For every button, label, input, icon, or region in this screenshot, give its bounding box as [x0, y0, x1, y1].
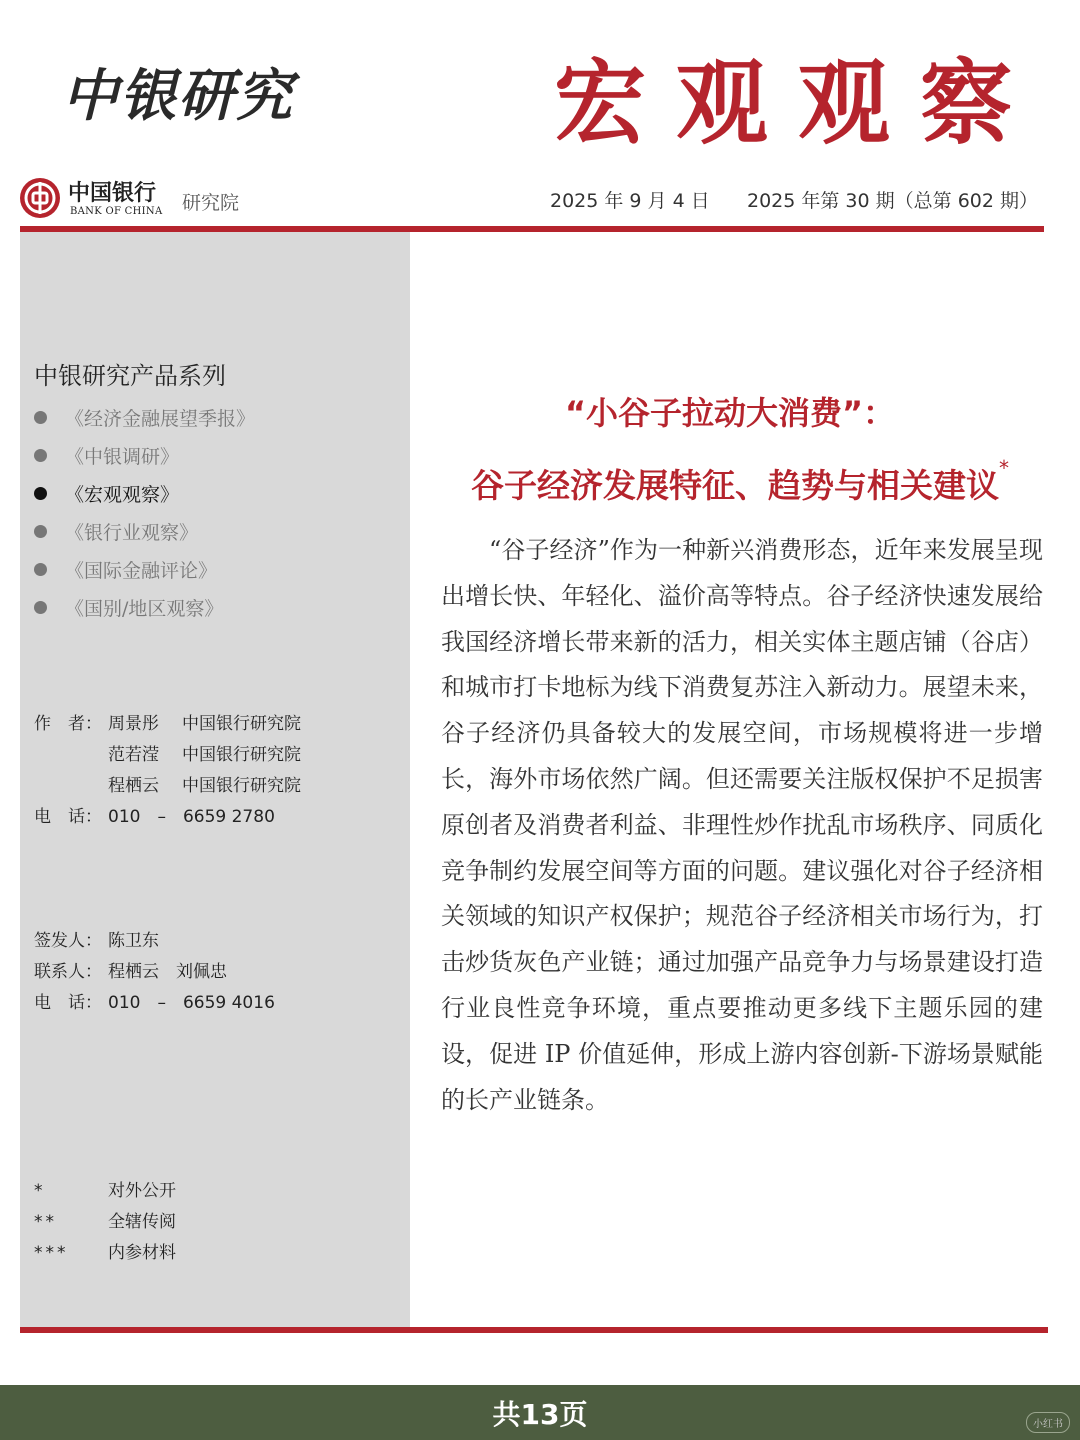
access-stars: ** [34, 1212, 57, 1232]
phone-label: 电 话： [34, 993, 102, 1013]
brand-calligraphy-logo: 中银研究 [62, 63, 294, 129]
access-label: 内参材料 [108, 1243, 176, 1263]
author-name: 程栖云 [108, 776, 159, 796]
watermark: 小红书 [1026, 1412, 1070, 1433]
access-level-row [34, 1238, 176, 1269]
access-stars: *** [34, 1243, 69, 1263]
bullet-icon [34, 601, 47, 614]
authors-block [34, 709, 301, 833]
access-label: 全辖传阅 [108, 1212, 176, 1232]
phone-row [34, 988, 275, 1019]
logo-bank-name-cn: 中国银行 [68, 180, 157, 206]
phone-row [34, 802, 301, 833]
author-row [34, 771, 301, 802]
signer-label: 签发人： [34, 931, 102, 951]
bullet-icon [34, 449, 47, 462]
bank-of-china-logo-icon [20, 178, 60, 218]
access-level-row [34, 1176, 176, 1207]
phone-label: 电 话： [34, 807, 102, 827]
issue-number: 2025 年第 30 期（总第 602 期） [747, 190, 1038, 212]
author-name: 范若滢 [108, 745, 159, 765]
contact-block [34, 926, 275, 1019]
contact-label: 联系人： [34, 962, 102, 982]
headline-line-2 [420, 456, 1060, 507]
series-item[interactable]: 《国别/地区观察》 [34, 588, 255, 626]
bullet-icon [34, 525, 47, 538]
contact-names: 程栖云 刘佩忠 [108, 962, 227, 982]
abstract-paragraph: “谷子经济”作为一种新兴消费形态，近年来发展呈现出增长快、年轻化、溢价高等特点。谷子经济快速发展给我国经济增长带来新的活力，相关实体主题店铺（谷店）和城市打卡地标为线下消费复苏注入新动力。展望未来，谷子经济仍具备较大的发展空间，市场规模将进一步增长，海外市场依然广阔。但还需要关注版权保护不足损害原创者及消费者利益、非理性炒作扰乱市场秩序、同质化竞争制约发展空间等方面的问题。建议强化对谷子经济相关领域的知识产权保护；规范谷子经济相关市场行为，打击炒货灰色产业链；通过加强产品竞争力与场景建设打造行业良性竞争环境，重点要推动更多线下主题乐园的建设，促进 IP 价值延伸，形成上游内容创新-下游场景赋能的长产业链条。 [441, 536, 1043, 1114]
footer-divider [20, 1327, 1048, 1333]
author-org: 中国银行研究院 [182, 714, 301, 734]
access-stars: * [34, 1181, 46, 1201]
series-list [34, 398, 255, 626]
page-count-bar [0, 1385, 1080, 1440]
headline-line-1: “小谷子拉动大消费”： [564, 394, 896, 432]
signer-name: 陈卫东 [108, 931, 159, 951]
phone-number: 010 – 6659 2780 [108, 807, 275, 827]
author-org: 中国银行研究院 [182, 776, 301, 796]
access-label: 对外公开 [108, 1181, 176, 1201]
series-title: 中银研究产品系列 [34, 362, 226, 390]
author-name: 周景彤 [108, 714, 159, 734]
authors-label: 作 者： [34, 714, 102, 734]
series-item[interactable]: 《国际金融评论》 [34, 550, 255, 588]
series-item[interactable]: 《银行业观察》 [34, 512, 255, 550]
logo-institute-label: 研究院 [182, 192, 240, 214]
access-level-row [34, 1207, 176, 1238]
access-levels [34, 1176, 176, 1269]
bullet-icon [34, 411, 47, 424]
author-row [34, 740, 301, 771]
page-count: 共13页 [492, 1397, 588, 1431]
series-item[interactable]: 《经济金融展望季报》 [34, 398, 255, 436]
footnote-mark: * [999, 456, 1009, 480]
author-org: 中国银行研究院 [182, 745, 301, 765]
publication-title: 宏观观察 [553, 50, 1042, 157]
contact-row [34, 957, 275, 988]
series-item-active[interactable]: 《宏观观察》 [34, 474, 255, 512]
phone-number: 010 – 6659 4016 [108, 993, 275, 1013]
signer-row [34, 926, 275, 957]
headline-line-2-text: 谷子经济发展特征、趋势与相关建议 [471, 466, 999, 505]
logo-bank-name-en: BANK OF CHINA [70, 206, 163, 217]
author-row [34, 709, 301, 740]
issue-date: 2025 年 9 月 4 日 [550, 190, 710, 212]
bullet-icon [34, 563, 47, 576]
series-item[interactable]: 《中银调研》 [34, 436, 255, 474]
bullet-icon [34, 487, 47, 500]
